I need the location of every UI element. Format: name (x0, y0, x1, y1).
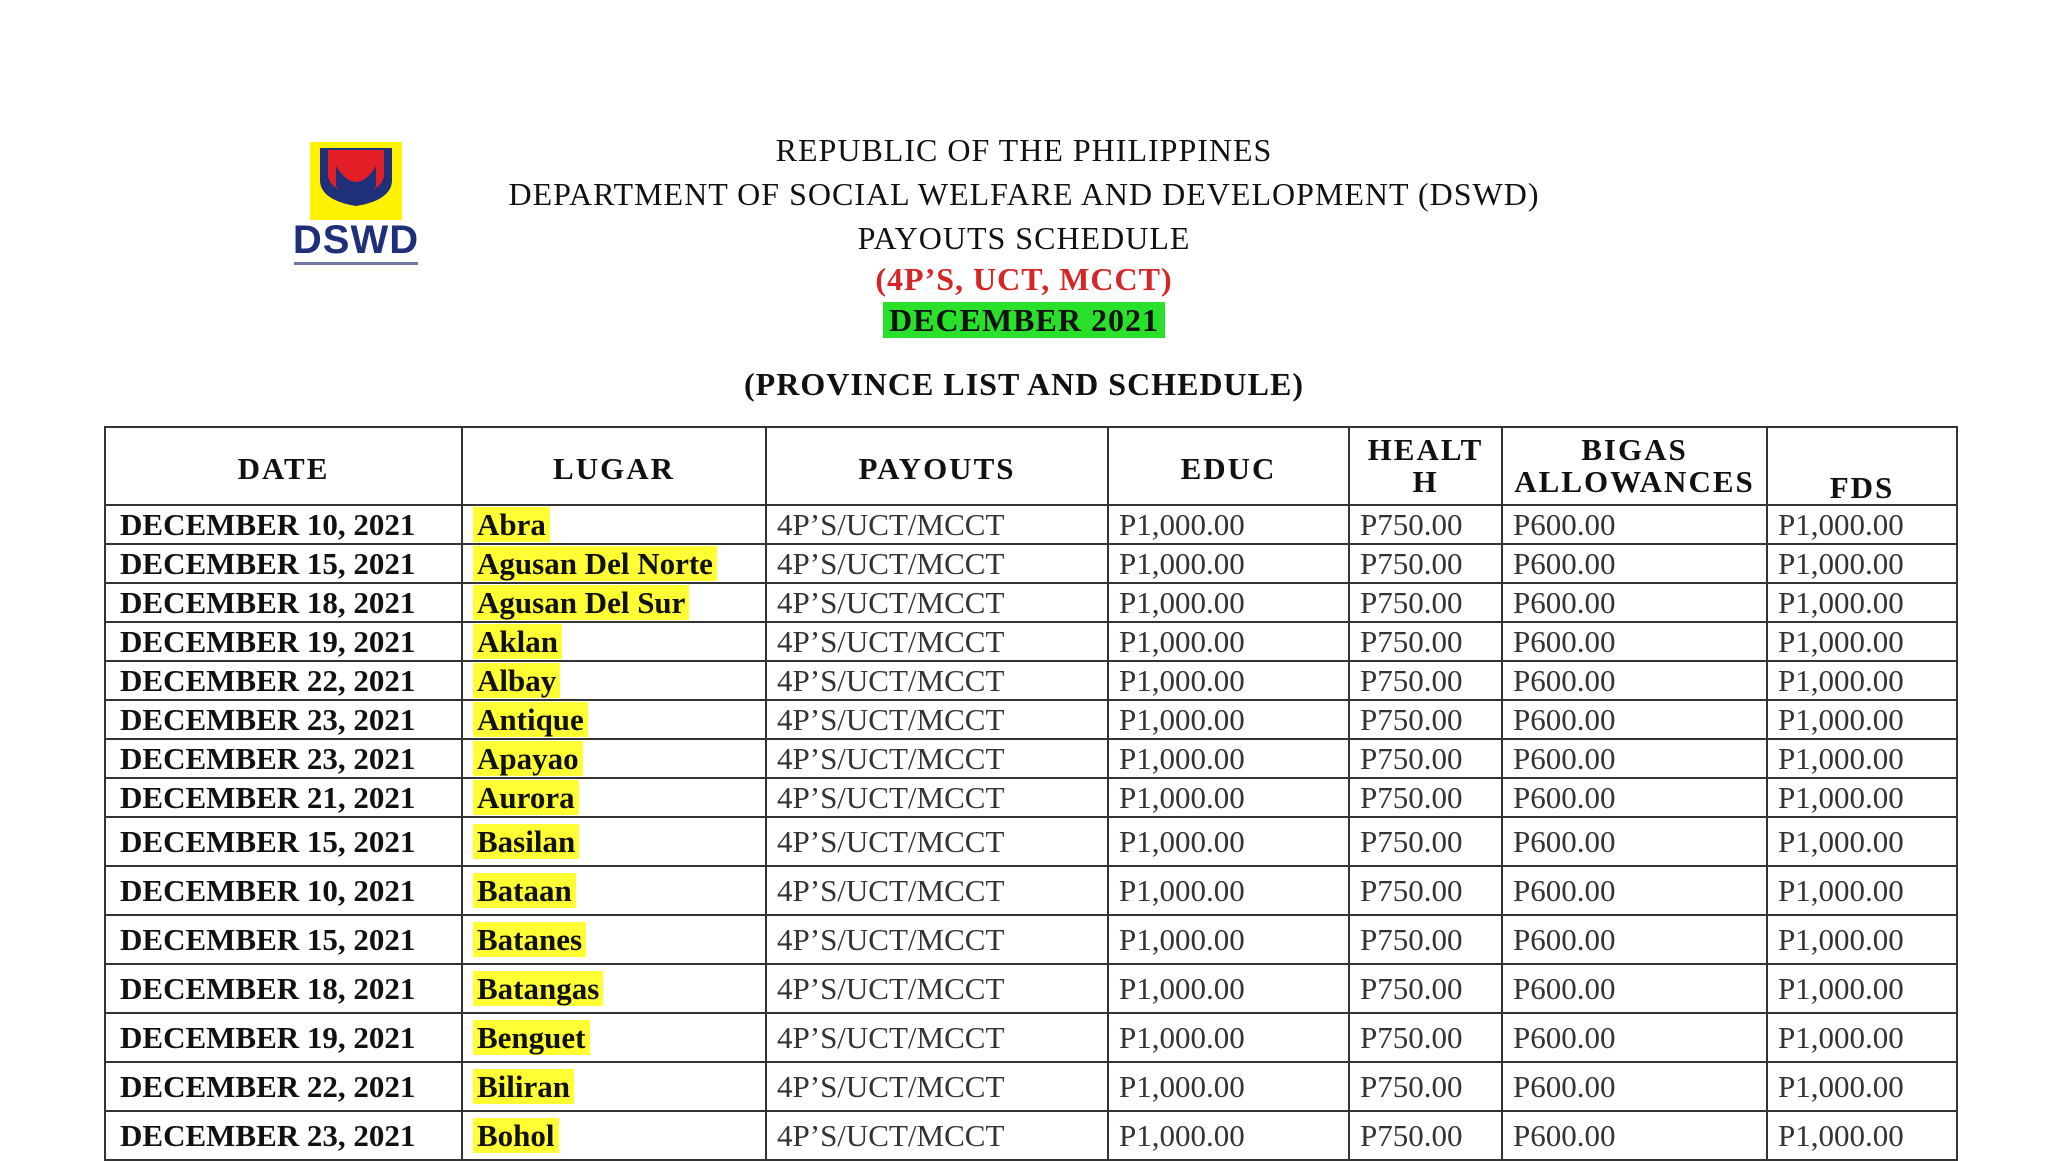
cell-lugar (462, 1013, 766, 1062)
cell-educ: P1,000.00 (1108, 778, 1349, 817)
table-row (105, 778, 1957, 817)
header-month-highlight: DECEMBER 2021 (883, 302, 1165, 338)
cell-date: DECEMBER 15, 2021 (105, 544, 462, 583)
payout-schedule-table (104, 426, 1958, 1161)
cell-fds: P1,000.00 (1767, 915, 1957, 964)
logo-wordmark: DSWD (292, 218, 420, 262)
cell-fds: P1,000.00 (1767, 700, 1957, 739)
cell-educ: P1,000.00 (1108, 817, 1349, 866)
cell-fds: P1,000.00 (1767, 1062, 1957, 1111)
header-educ: EDUC (1108, 427, 1349, 505)
header-department: DEPARTMENT OF SOCIAL WELFARE AND DEVELOPMENT (DSWD) (508, 176, 1540, 212)
cell-educ: P1,000.00 (1108, 622, 1349, 661)
province-name: Biliran (473, 1069, 574, 1104)
cell-bigas: P600.00 (1502, 778, 1767, 817)
cell-payouts: 4P’S/UCT/MCCT (766, 700, 1108, 739)
table-row (105, 1111, 1957, 1160)
cell-payouts: 4P’S/UCT/MCCT (766, 866, 1108, 915)
cell-health: P750.00 (1349, 964, 1502, 1013)
cell-lugar (462, 1062, 766, 1111)
cell-date: DECEMBER 21, 2021 (105, 778, 462, 817)
cell-health: P750.00 (1349, 739, 1502, 778)
cell-health: P750.00 (1349, 661, 1502, 700)
cell-date: DECEMBER 18, 2021 (105, 964, 462, 1013)
header-date: DATE (105, 427, 462, 505)
province-name: Albay (473, 663, 560, 698)
cell-health: P750.00 (1349, 778, 1502, 817)
cell-educ: P1,000.00 (1108, 915, 1349, 964)
province-name: Aklan (473, 624, 562, 659)
header-lugar: LUGAR (462, 427, 766, 505)
cell-educ: P1,000.00 (1108, 544, 1349, 583)
cell-date: DECEMBER 19, 2021 (105, 1013, 462, 1062)
cell-health: P750.00 (1349, 817, 1502, 866)
document-header (0, 128, 2048, 342)
table-row (105, 700, 1957, 739)
province-name: Antique (473, 702, 588, 737)
cell-bigas: P600.00 (1502, 739, 1767, 778)
cell-date: DECEMBER 23, 2021 (105, 700, 462, 739)
cell-fds: P1,000.00 (1767, 739, 1957, 778)
cell-lugar (462, 1111, 766, 1160)
table-row (105, 964, 1957, 1013)
header-bigas-allowances: BIGAS ALLOWANCES (1502, 427, 1767, 505)
cell-educ: P1,000.00 (1108, 505, 1349, 544)
cell-date: DECEMBER 23, 2021 (105, 739, 462, 778)
cell-educ: P1,000.00 (1108, 1013, 1349, 1062)
province-name: Abra (473, 507, 550, 542)
province-name: Aurora (473, 780, 579, 815)
cell-lugar (462, 622, 766, 661)
cell-health: P750.00 (1349, 1062, 1502, 1111)
cell-payouts: 4P’S/UCT/MCCT (766, 1013, 1108, 1062)
cell-payouts: 4P’S/UCT/MCCT (766, 544, 1108, 583)
cell-educ: P1,000.00 (1108, 1111, 1349, 1160)
province-name: Apayao (473, 741, 583, 776)
cell-date: DECEMBER 19, 2021 (105, 622, 462, 661)
province-name: Basilan (473, 824, 579, 859)
cell-date: DECEMBER 10, 2021 (105, 505, 462, 544)
cell-bigas: P600.00 (1502, 505, 1767, 544)
header-payouts-schedule: PAYOUTS SCHEDULE (857, 220, 1191, 256)
province-name: Benguet (473, 1020, 590, 1055)
cell-health: P750.00 (1349, 700, 1502, 739)
cell-payouts: 4P’S/UCT/MCCT (766, 915, 1108, 964)
cell-educ: P1,000.00 (1108, 739, 1349, 778)
header-payouts: PAYOUTS (766, 427, 1108, 505)
cell-bigas: P600.00 (1502, 964, 1767, 1013)
cell-fds: P1,000.00 (1767, 661, 1957, 700)
cell-date: DECEMBER 22, 2021 (105, 661, 462, 700)
table-row (105, 739, 1957, 778)
cell-payouts: 4P’S/UCT/MCCT (766, 739, 1108, 778)
cell-date: DECEMBER 22, 2021 (105, 1062, 462, 1111)
cell-bigas: P600.00 (1502, 544, 1767, 583)
cell-date: DECEMBER 15, 2021 (105, 915, 462, 964)
header-republic: REPUBLIC OF THE PHILIPPINES (775, 132, 1273, 168)
cell-bigas: P600.00 (1502, 622, 1767, 661)
cell-educ: P1,000.00 (1108, 661, 1349, 700)
cell-fds: P1,000.00 (1767, 964, 1957, 1013)
cell-educ: P1,000.00 (1108, 583, 1349, 622)
cell-lugar (462, 661, 766, 700)
province-list-subtitle: (PROVINCE LIST AND SCHEDULE) (744, 366, 1304, 402)
cell-fds: P1,000.00 (1767, 544, 1957, 583)
cell-lugar (462, 915, 766, 964)
cell-bigas: P600.00 (1502, 866, 1767, 915)
province-name: Agusan Del Norte (473, 546, 717, 581)
cell-lugar (462, 964, 766, 1013)
cell-payouts: 4P’S/UCT/MCCT (766, 778, 1108, 817)
cell-health: P750.00 (1349, 915, 1502, 964)
table-row (105, 505, 1957, 544)
cell-lugar (462, 700, 766, 739)
province-name: Batanes (473, 922, 586, 957)
cell-date: DECEMBER 18, 2021 (105, 583, 462, 622)
cell-health: P750.00 (1349, 583, 1502, 622)
cell-educ: P1,000.00 (1108, 1062, 1349, 1111)
cell-educ: P1,000.00 (1108, 866, 1349, 915)
cell-payouts: 4P’S/UCT/MCCT (766, 505, 1108, 544)
cell-payouts: 4P’S/UCT/MCCT (766, 583, 1108, 622)
table-row (105, 1013, 1957, 1062)
table-row (105, 622, 1957, 661)
cell-date: DECEMBER 23, 2021 (105, 1111, 462, 1160)
cell-fds: P1,000.00 (1767, 778, 1957, 817)
cell-lugar (462, 739, 766, 778)
cell-bigas: P600.00 (1502, 700, 1767, 739)
province-name: Batangas (473, 971, 603, 1006)
cell-health: P750.00 (1349, 622, 1502, 661)
cell-payouts: 4P’S/UCT/MCCT (766, 1062, 1108, 1111)
cell-date: DECEMBER 10, 2021 (105, 866, 462, 915)
cell-fds: P1,000.00 (1767, 583, 1957, 622)
cell-health: P750.00 (1349, 544, 1502, 583)
cell-health: P750.00 (1349, 866, 1502, 915)
cell-lugar (462, 505, 766, 544)
cell-fds: P1,000.00 (1767, 1013, 1957, 1062)
cell-payouts: 4P’S/UCT/MCCT (766, 817, 1108, 866)
table-row (105, 866, 1957, 915)
cell-fds: P1,000.00 (1767, 1111, 1957, 1160)
cell-bigas: P600.00 (1502, 1013, 1767, 1062)
cell-educ: P1,000.00 (1108, 964, 1349, 1013)
cell-payouts: 4P’S/UCT/MCCT (766, 1111, 1108, 1160)
province-name: Agusan Del Sur (473, 585, 689, 620)
cell-bigas: P600.00 (1502, 1062, 1767, 1111)
cell-payouts: 4P’S/UCT/MCCT (766, 964, 1108, 1013)
cell-lugar (462, 817, 766, 866)
cell-bigas: P600.00 (1502, 915, 1767, 964)
table-row (105, 915, 1957, 964)
cell-health: P750.00 (1349, 505, 1502, 544)
cell-payouts: 4P’S/UCT/MCCT (766, 622, 1108, 661)
cell-fds: P1,000.00 (1767, 866, 1957, 915)
header-month (0, 298, 2048, 342)
cell-lugar (462, 544, 766, 583)
header-health: HEALT H (1349, 427, 1502, 505)
cell-lugar (462, 866, 766, 915)
cell-fds: P1,000.00 (1767, 817, 1957, 866)
cell-bigas: P600.00 (1502, 1111, 1767, 1160)
header-fds: FDS (1767, 427, 1957, 505)
table-header-row (105, 427, 1957, 505)
table-row (105, 583, 1957, 622)
cell-health: P750.00 (1349, 1111, 1502, 1160)
cell-lugar (462, 778, 766, 817)
cell-payouts: 4P’S/UCT/MCCT (766, 661, 1108, 700)
cell-educ: P1,000.00 (1108, 700, 1349, 739)
cell-fds: P1,000.00 (1767, 505, 1957, 544)
header-programs: (4P’S, UCT, MCCT) (875, 261, 1173, 297)
province-name: Bohol (473, 1118, 559, 1153)
cell-health: P750.00 (1349, 1013, 1502, 1062)
table-row (105, 1062, 1957, 1111)
cell-lugar (462, 583, 766, 622)
cell-bigas: P600.00 (1502, 583, 1767, 622)
cell-date: DECEMBER 15, 2021 (105, 817, 462, 866)
cell-bigas: P600.00 (1502, 817, 1767, 866)
table-row (105, 661, 1957, 700)
province-name: Bataan (473, 873, 576, 908)
cell-fds: P1,000.00 (1767, 622, 1957, 661)
table-row (105, 544, 1957, 583)
cell-bigas: P600.00 (1502, 661, 1767, 700)
table-row (105, 817, 1957, 866)
